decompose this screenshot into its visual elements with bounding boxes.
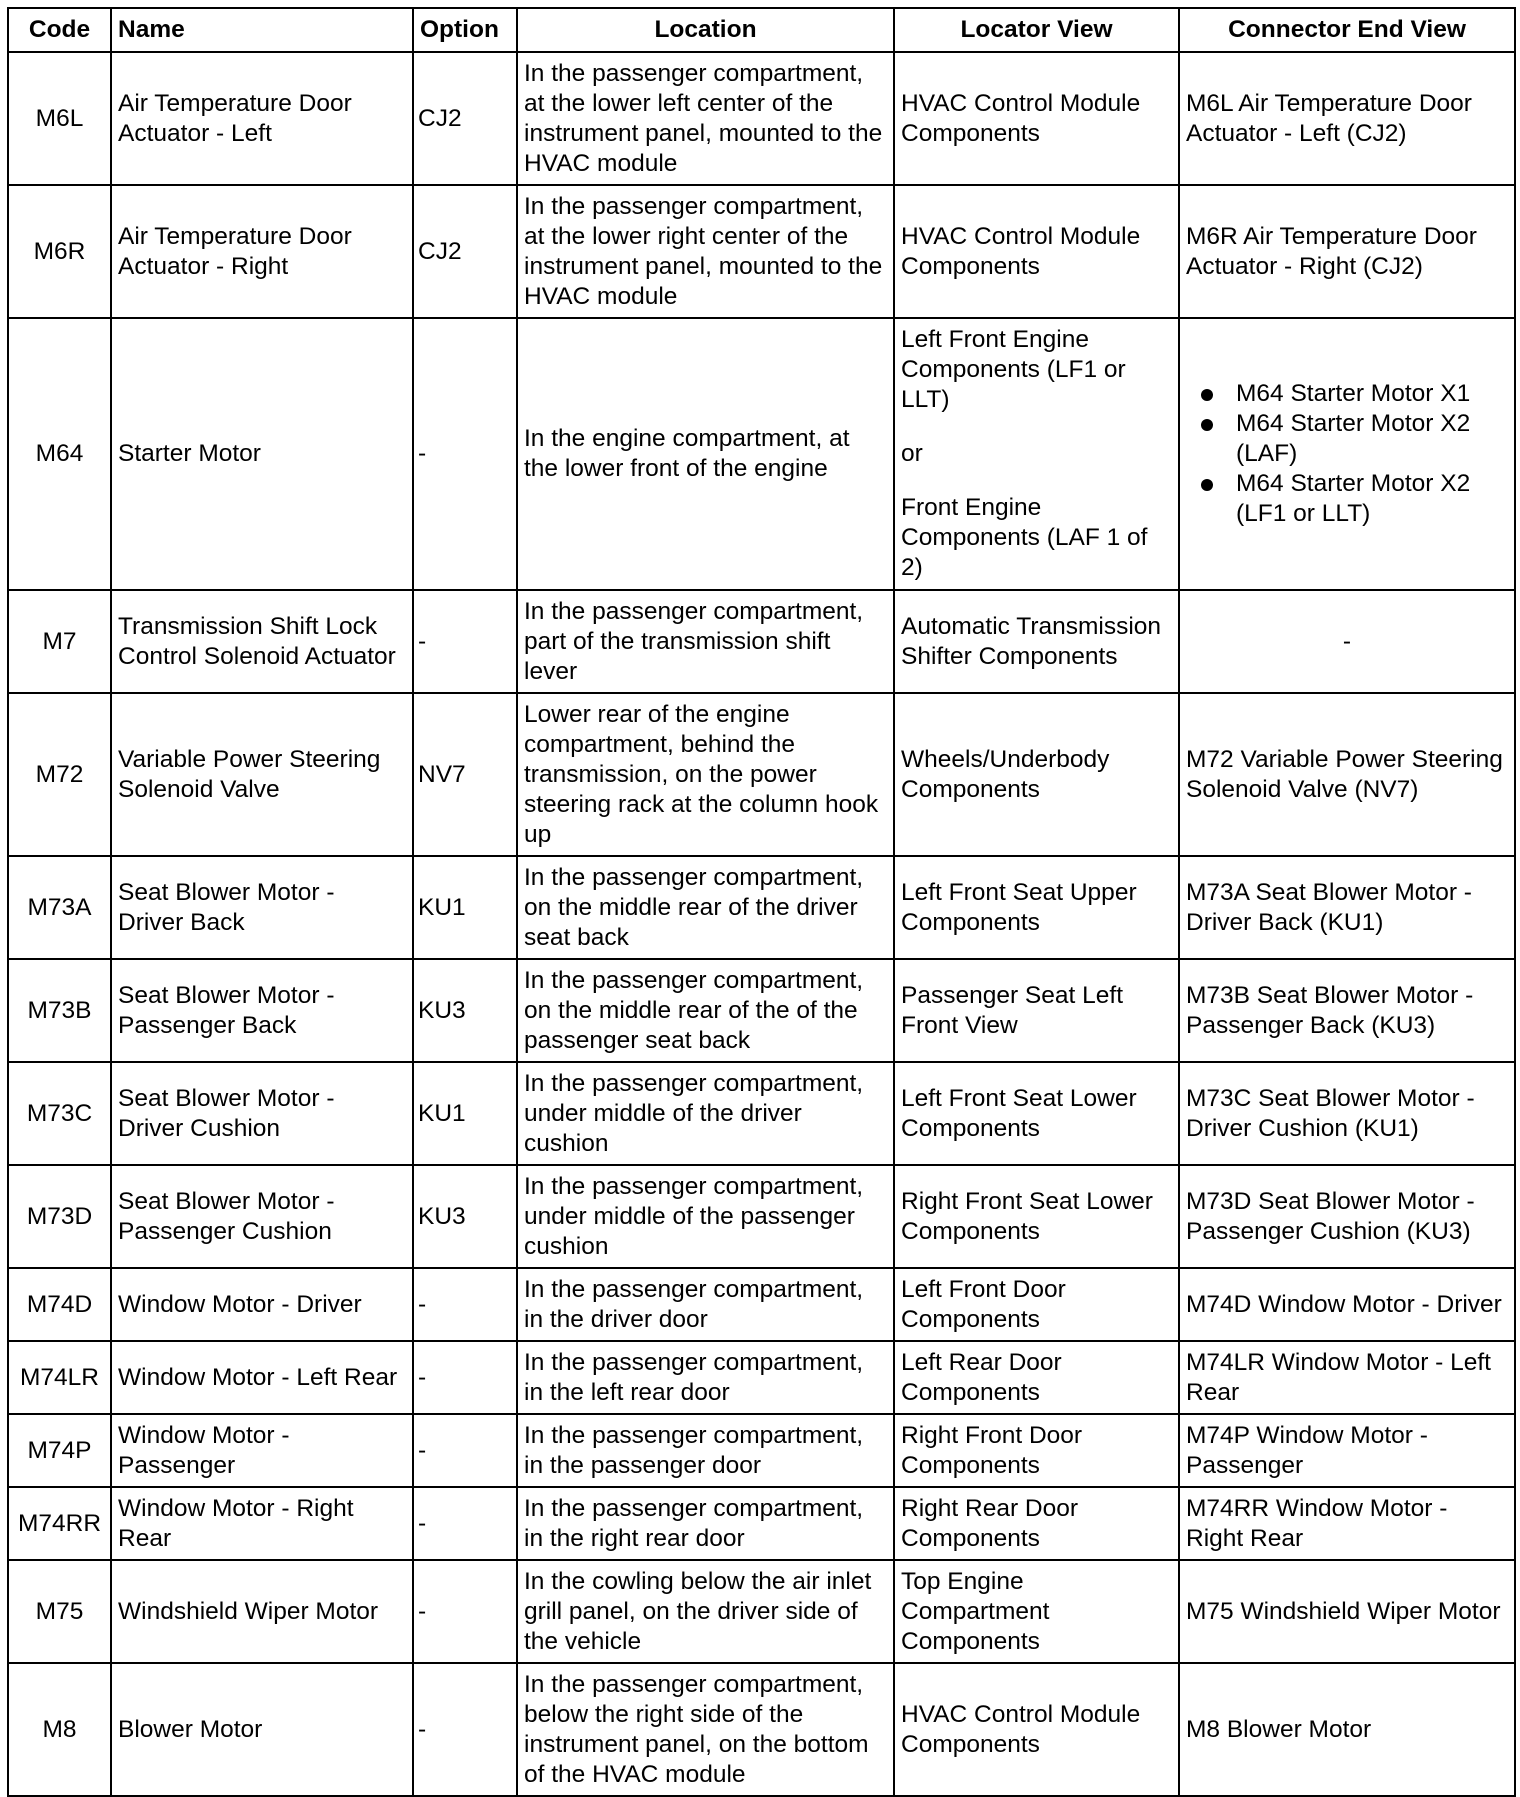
table-row [8,1663,1515,1796]
cell-option: KU3 [413,1165,517,1268]
header-option: Option [413,8,517,52]
cell-name: Seat Blower Motor - Driver Back [111,856,413,959]
cell-option: KU1 [413,1062,517,1165]
cell-code: M73B [8,959,111,1062]
cell-locator-view: Top Engine Compartment Components [894,1560,1179,1663]
cell-name: Window Motor - Driver [111,1268,413,1341]
cell-locator-view [894,318,1179,590]
cell-code: M72 [8,693,111,856]
cell-locator-view: HVAC Control Module Components [894,1663,1179,1796]
cell-connector-end-view: M73B Seat Blower Motor - Passenger Back (KU3) [1179,959,1515,1062]
table-row [8,959,1515,1062]
connector-list [1186,379,1508,529]
cell-option: KU1 [413,856,517,959]
cell-locator-view: Automatic Transmission Shifter Components [894,590,1179,693]
cell-location: In the passenger compartment, in the driver door [517,1268,894,1341]
list-item: M64 Starter Motor X2 (LF1 or LLT) [1236,469,1508,529]
cell-code: M6R [8,185,111,318]
cell-option: CJ2 [413,52,517,185]
cell-connector-end-view: - [1179,590,1515,693]
cell-connector-end-view: M74D Window Motor - Driver [1179,1268,1515,1341]
cell-connector-end-view: M75 Windshield Wiper Motor [1179,1560,1515,1663]
table-row [8,1165,1515,1268]
cell-name: Windshield Wiper Motor [111,1560,413,1663]
header-locator-view: Locator View [894,8,1179,52]
cell-connector-end-view: M74P Window Motor - Passenger [1179,1414,1515,1487]
list-item: M64 Starter Motor X2 (LAF) [1236,409,1508,469]
cell-connector-end-view: M6R Air Temperature Door Actuator - Right (CJ2) [1179,185,1515,318]
cell-locator-view: Passenger Seat Left Front View [894,959,1179,1062]
cell-location: In the passenger compartment, at the lower left center of the instrument panel, mounted to the HVAC module [517,52,894,185]
table-row [8,856,1515,959]
cell-locator-view: Left Front Door Components [894,1268,1179,1341]
cell-name: Window Motor - Right Rear [111,1487,413,1560]
header-connector-end-view: Connector End View [1179,8,1515,52]
cell-connector-end-view [1179,318,1515,590]
cell-option: - [413,1268,517,1341]
cell-name: Window Motor - Left Rear [111,1341,413,1414]
table-row [8,1414,1515,1487]
cell-connector-end-view: M8 Blower Motor [1179,1663,1515,1796]
header-code: Code [8,8,111,52]
table-row [8,318,1515,590]
cell-locator-view: Left Front Seat Upper Components [894,856,1179,959]
cell-connector-end-view: M6L Air Temperature Door Actuator - Left (CJ2) [1179,52,1515,185]
cell-code: M75 [8,1560,111,1663]
table-row [8,52,1515,185]
cell-option: - [413,318,517,590]
cell-location: In the passenger compartment, at the lower right center of the instrument panel, mounted to the HVAC module [517,185,894,318]
cell-location: In the engine compartment, at the lower front of the engine [517,318,894,590]
table-row [8,1487,1515,1560]
cell-code: M74LR [8,1341,111,1414]
cell-locator-view: Right Front Door Components [894,1414,1179,1487]
cell-location: In the passenger compartment, part of the transmission shift lever [517,590,894,693]
cell-location: In the passenger compartment, in the left rear door [517,1341,894,1414]
cell-location: In the passenger compartment, in the right rear door [517,1487,894,1560]
cell-location: In the passenger compartment, under middle of the passenger cushion [517,1165,894,1268]
cell-option: CJ2 [413,185,517,318]
list-item: M64 Starter Motor X1 [1236,379,1508,409]
cell-name: Seat Blower Motor - Passenger Back [111,959,413,1062]
cell-location: In the passenger compartment, under middle of the driver cushion [517,1062,894,1165]
cell-name: Blower Motor [111,1663,413,1796]
cell-connector-end-view: M73C Seat Blower Motor - Driver Cushion (KU1) [1179,1062,1515,1165]
cell-name: Transmission Shift Lock Control Solenoid Actuator [111,590,413,693]
cell-locator-view: HVAC Control Module Components [894,185,1179,318]
cell-connector-end-view: M73D Seat Blower Motor - Passenger Cushion (KU3) [1179,1165,1515,1268]
cell-option: - [413,1414,517,1487]
cell-option: - [413,590,517,693]
cell-name: Seat Blower Motor - Driver Cushion [111,1062,413,1165]
cell-code: M8 [8,1663,111,1796]
locator-part: Front Engine Components (LAF 1 of 2) [901,494,1148,581]
table-row [8,1062,1515,1165]
cell-code: M64 [8,318,111,590]
cell-name: Variable Power Steering Solenoid Valve [111,693,413,856]
cell-locator-view: Left Front Seat Lower Components [894,1062,1179,1165]
cell-locator-view: Right Rear Door Components [894,1487,1179,1560]
cell-location: In the cowling below the air inlet grill panel, on the driver side of the vehicle [517,1560,894,1663]
cell-name: Window Motor - Passenger [111,1414,413,1487]
cell-option: KU3 [413,959,517,1062]
table-row [8,693,1515,856]
cell-code: M74P [8,1414,111,1487]
cell-code: M6L [8,52,111,185]
cell-name: Air Temperature Door Actuator - Right [111,185,413,318]
table-row [8,1341,1515,1414]
cell-option: - [413,1341,517,1414]
cell-name: Air Temperature Door Actuator - Left [111,52,413,185]
component-locator-table [7,7,1516,1797]
table-row [8,1560,1515,1663]
cell-code: M73C [8,1062,111,1165]
table-row [8,590,1515,693]
cell-locator-view: HVAC Control Module Components [894,52,1179,185]
cell-connector-end-view: M73A Seat Blower Motor - Driver Back (KU1) [1179,856,1515,959]
table-row [8,1268,1515,1341]
cell-name: Starter Motor [111,318,413,590]
locator-part: Left Front Engine Components (LF1 or LLT) [901,326,1126,413]
header-name: Name [111,8,413,52]
header-row [8,8,1515,52]
cell-location: Lower rear of the engine compartment, behind the transmission, on the power steering rack at the column hook up [517,693,894,856]
cell-option: - [413,1663,517,1796]
cell-location: In the passenger compartment, in the passenger door [517,1414,894,1487]
cell-location: In the passenger compartment, below the right side of the instrument panel, on the bottom of the HVAC module [517,1663,894,1796]
cell-code: M7 [8,590,111,693]
cell-option: - [413,1560,517,1663]
locator-separator: or [901,440,923,467]
cell-connector-end-view: M72 Variable Power Steering Solenoid Valve (NV7) [1179,693,1515,856]
cell-location: In the passenger compartment, on the middle rear of the driver seat back [517,856,894,959]
cell-code: M73D [8,1165,111,1268]
cell-locator-view: Right Front Seat Lower Components [894,1165,1179,1268]
header-location: Location [517,8,894,52]
cell-option: NV7 [413,693,517,856]
table-row [8,185,1515,318]
cell-locator-view: Wheels/Underbody Components [894,693,1179,856]
cell-code: M74RR [8,1487,111,1560]
cell-option: - [413,1487,517,1560]
cell-locator-view: Left Rear Door Components [894,1341,1179,1414]
cell-code: M74D [8,1268,111,1341]
cell-code: M73A [8,856,111,959]
cell-name: Seat Blower Motor - Passenger Cushion [111,1165,413,1268]
cell-location: In the passenger compartment, on the middle rear of the of the passenger seat back [517,959,894,1062]
cell-connector-end-view: M74RR Window Motor - Right Rear [1179,1487,1515,1560]
cell-connector-end-view: M74LR Window Motor - Left Rear [1179,1341,1515,1414]
